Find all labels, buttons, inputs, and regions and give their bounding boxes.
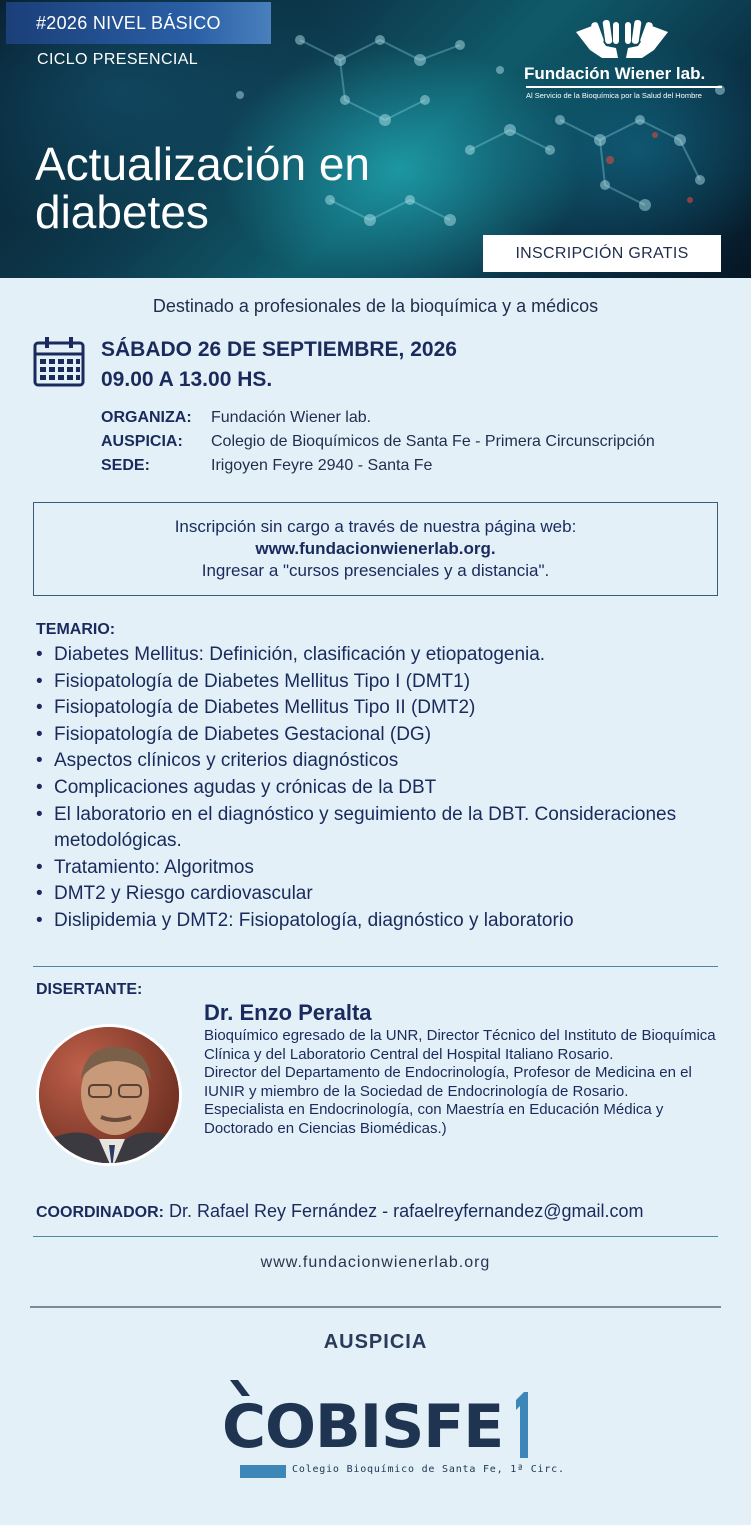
list-item: • Dislipidemia y DMT2: Fisiopatología, diagnóstico y laboratorio [36, 908, 726, 935]
sponsor-row [101, 433, 655, 451]
venue-label: SEDE: [101, 457, 150, 474]
registration-box [33, 502, 718, 596]
speaker-bio [204, 1027, 729, 1139]
list-item: • Complicaciones agudas y crónicas de la DBT [36, 775, 726, 802]
calendar-icon [33, 336, 85, 388]
hands-logo-icon [572, 18, 672, 62]
syllabus-heading: TEMARIO: [36, 621, 116, 638]
cobisfe-logo [222, 1378, 565, 1483]
list-item: • Fisiopatología de Diabetes Mellitus Tipo II (DMT2) [36, 695, 726, 722]
free-registration-button[interactable]: INSCRIPCIÓN GRATIS [483, 235, 721, 272]
organizer-value: Fundación Wiener lab. [211, 409, 372, 426]
venue-value: Irigoyen Feyre 2940 - Santa Fe [211, 457, 433, 474]
organizer-row [101, 409, 371, 427]
speaker-heading: DISERTANTE: [36, 981, 143, 998]
event-date: SÁBADO 26 DE SEPTIEMBRE, 2026 [101, 338, 457, 361]
syllabus-list [36, 642, 726, 935]
footer-website-link[interactable]: www.fundacionwienerlab.org [260, 1254, 491, 1271]
registration-text: Inscripción sin cargo a través de nuestra página web: [174, 517, 577, 536]
fundacion-wiener-logo [520, 18, 730, 108]
logo-tagline: Al Servicio de la Bioquímica por la Salud del Hombre [526, 91, 702, 100]
registration-link[interactable]: www.fundacionwienerlab.org. [255, 539, 496, 558]
event-time: 09.00 A 13.00 HS. [101, 368, 273, 391]
speaker-bio-paragraph: Director del Departamento de Endocrinología, Profesor de Medicina en el IUNIR y miembro de la Sociedad de Endocrinología de Rosario. [204, 1064, 692, 1100]
level-tag: #2026 NIVEL BÁSICO [6, 2, 271, 44]
speaker-bio-paragraph: Bioquímico egresado de la UNR, Director Técnico del Instituto de Bioquímica Clínica y del Laboratorio Central del Hospital Italiano Rosario. [204, 1027, 716, 1063]
section-divider [33, 1236, 718, 1237]
section-divider [30, 1306, 721, 1308]
list-item: • Fisiopatología de Diabetes Mellitus Tipo I (DMT1) [36, 669, 726, 696]
audience-text: Destinado a profesionales de la bioquímica y a médicos [152, 296, 599, 316]
coordinator-value: Dr. Rafael Rey Fernández - rafaelreyfernandez@gmail.com [169, 1201, 644, 1221]
coordinator-label: COORDINADOR: [36, 1204, 164, 1221]
speaker-photo [36, 1024, 182, 1166]
speaker-portrait-image [39, 1027, 182, 1166]
sponsor-value: Colegio de Bioquímicos de Santa Fe - Primera Circunscripción [211, 433, 655, 450]
logo-divider [526, 86, 722, 88]
list-item: • Diabetes Mellitus: Definición, clasificación y etiopatogenia. [36, 642, 726, 669]
speaker-bio-paragraph: Especialista en Endocrinología, con Maestría en Educación Médica y Doctorado en Ciencias Biomédicas.) [204, 1101, 664, 1137]
cobisfe-subtitle: Colegio Bioquímico de Santa Fe, 1ª Circ. [292, 1464, 565, 1475]
cycle-label: CICLO PRESENCIAL [37, 51, 199, 68]
logo-name: Fundación Wiener lab. [524, 64, 706, 83]
list-item: • DMT2 y Riesgo cardiovascular [36, 881, 726, 908]
list-item: • Tratamiento: Algoritmos [36, 855, 726, 882]
speaker-name: Dr. Enzo Peralta [204, 1000, 372, 1025]
hero-banner [0, 0, 751, 278]
coordinator-row [36, 1201, 644, 1222]
sponsor-heading: AUSPICIA [323, 1331, 428, 1353]
logo-sub-bar [240, 1465, 286, 1478]
sponsor-label: AUSPICIA: [101, 433, 183, 450]
list-item: • Aspectos clínicos y criterios diagnósticos [36, 748, 726, 775]
list-item: • Fisiopatología de Diabetes Gestacional (DG) [36, 722, 726, 749]
page-title: Actualización en diabetes [35, 138, 370, 238]
section-divider [33, 966, 718, 967]
registration-instructions: Ingresar a "cursos presenciales y a distancia". [201, 561, 550, 580]
cobisfe-wordmark: COBISFE [222, 1392, 504, 1462]
logo-numeral-one-mark [514, 1392, 528, 1458]
venue-row [101, 457, 432, 475]
list-item: • El laboratorio en el diagnóstico y seguimiento de la DBT. Consideraciones metodológicas. [36, 802, 726, 855]
organizer-label: ORGANIZA: [101, 409, 192, 426]
